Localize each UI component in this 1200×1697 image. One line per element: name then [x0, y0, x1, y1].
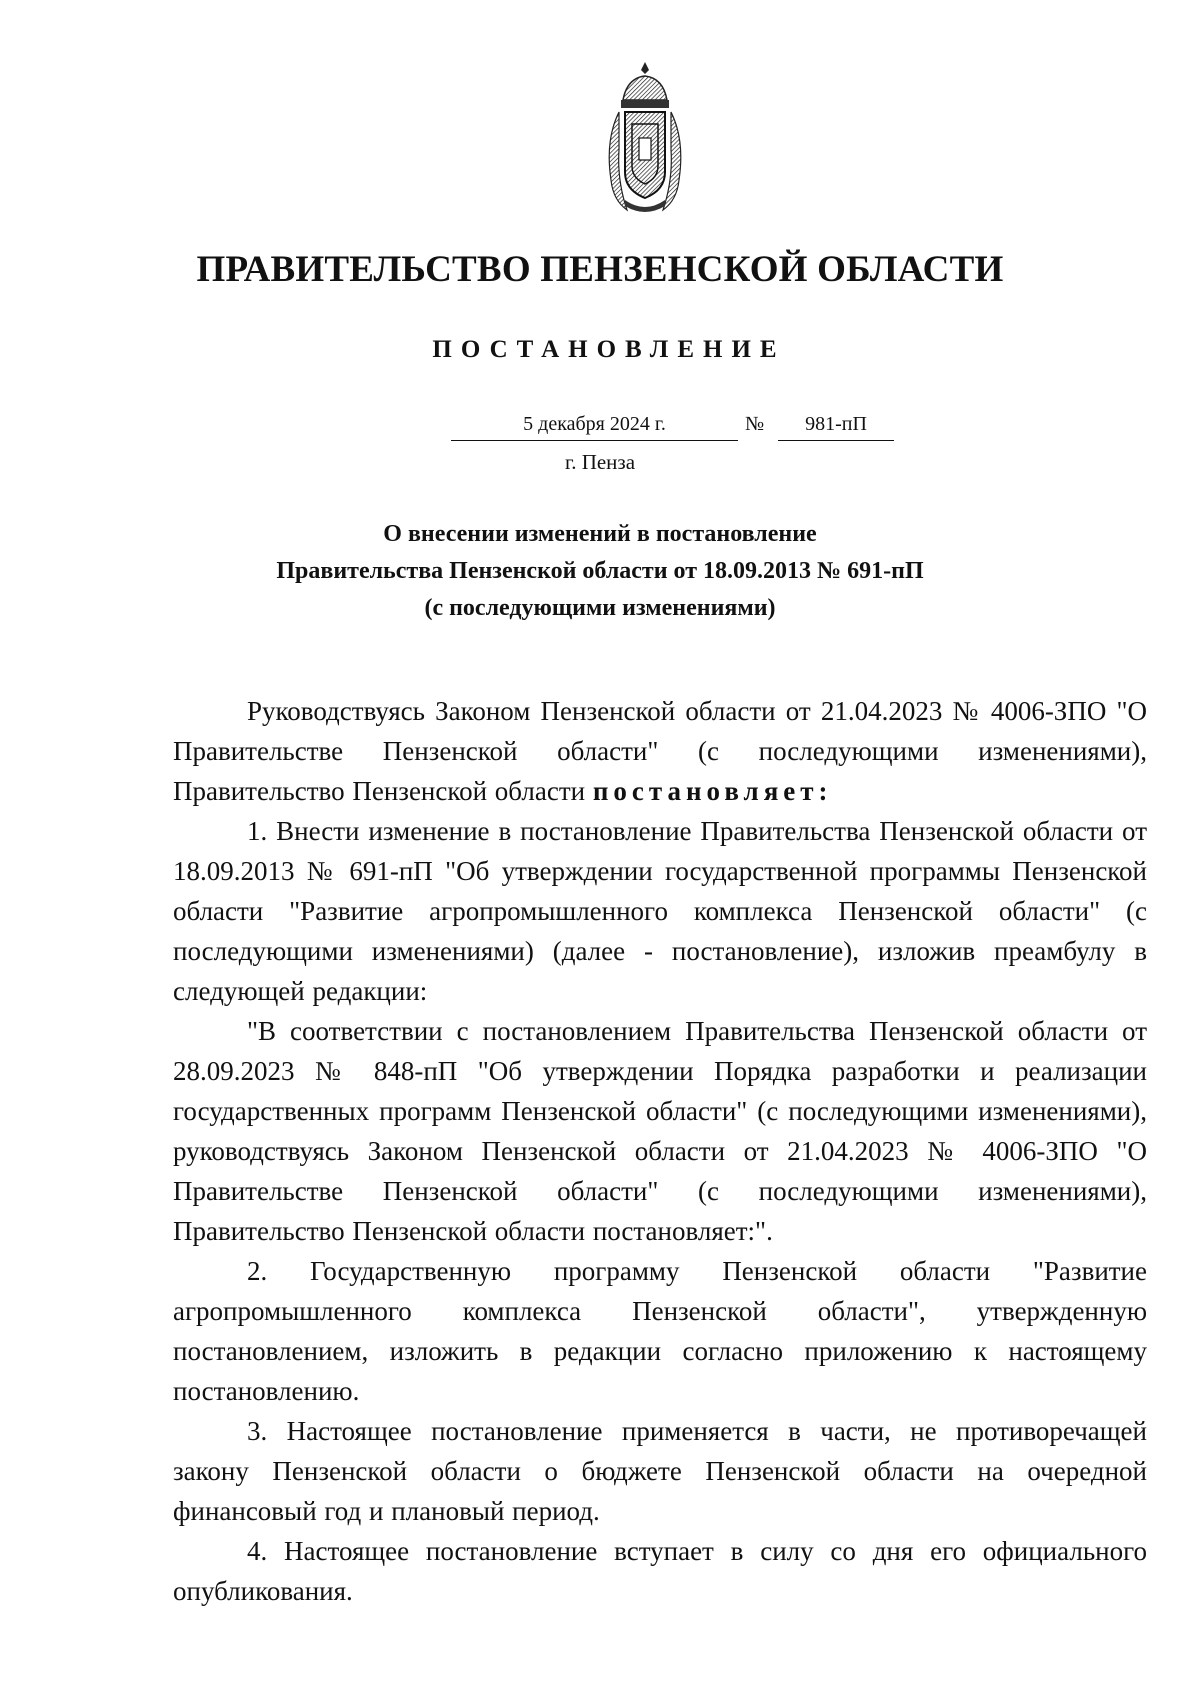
document-date: 5 декабря 2024 г.	[451, 410, 738, 441]
item-1-quote-paragraph: "В соответствии с постановлением Правительства Пензенской области от 28.09.2023 № 848-пП "Об утверждении Порядка разработки и реализации государственных программ Пензенской области" (с последующими изменениями), руководствуясь Законом Пензенской области от 21.04.2023 № 4006-ЗПО "О Правительстве Пензенской области" (с последующими изменениями), Правительство Пензенской области постановляет:".	[173, 1016, 1147, 1246]
preamble-action: постановляет:	[592, 776, 833, 806]
preamble-text: Руководствуясь Законом Пензенской области от 21.04.2023 № 4006-ЗПО "О Правительстве Пензенской области" (с последующими изменениями), Правительство Пензенской области	[173, 696, 1147, 806]
city: г. Пенза	[564, 450, 636, 474]
item-3-paragraph: 3. Настоящее постановление применяется в части, не противоречащей закону Пензенской области о бюджете Пензенской области на очередной финансовый год и плановый период.	[173, 1416, 1147, 1526]
subject-line: Правительства Пензенской области от 18.09.2013 № 691-пП	[276, 558, 924, 584]
preamble-paragraph	[173, 691, 1147, 811]
organization-title: ПРАВИТЕЛЬСТВО ПЕНЗЕНСКОЙ ОБЛАСТИ	[196, 249, 1004, 290]
subject-line: (с последующими изменениями)	[424, 595, 776, 621]
document-type: ПОСТАНОВЛЕНИЕ	[432, 336, 786, 363]
subject-line: О внесении изменений в постановление	[383, 521, 817, 547]
coat-of-arms-icon	[601, 60, 689, 216]
item-2-paragraph: 2. Государственную программу Пензенской области "Развитие агропромышленного комплекса Пензенской области", утвержденную постановлением, изложить в редакции согласно приложению к настоящему постановлению.	[173, 1256, 1147, 1406]
item-1-paragraph: 1. Внести изменение в постановление Правительства Пензенской области от 18.09.2013 № 691-пП "Об утверждении государственной программы Пензенской области "Развитие агропромышленного комплекса Пензенской области" (с последующими изменениями) (далее - постановление), изложив преамбулу в следующей редакции:	[173, 816, 1147, 1006]
document-body	[173, 691, 1147, 1611]
item-4-paragraph: 4. Настоящее постановление вступает в силу со дня его официального опубликования.	[173, 1536, 1147, 1606]
document-number: 981-пП	[778, 410, 894, 441]
number-sign: №	[745, 413, 765, 435]
document-subject	[0, 516, 1200, 627]
